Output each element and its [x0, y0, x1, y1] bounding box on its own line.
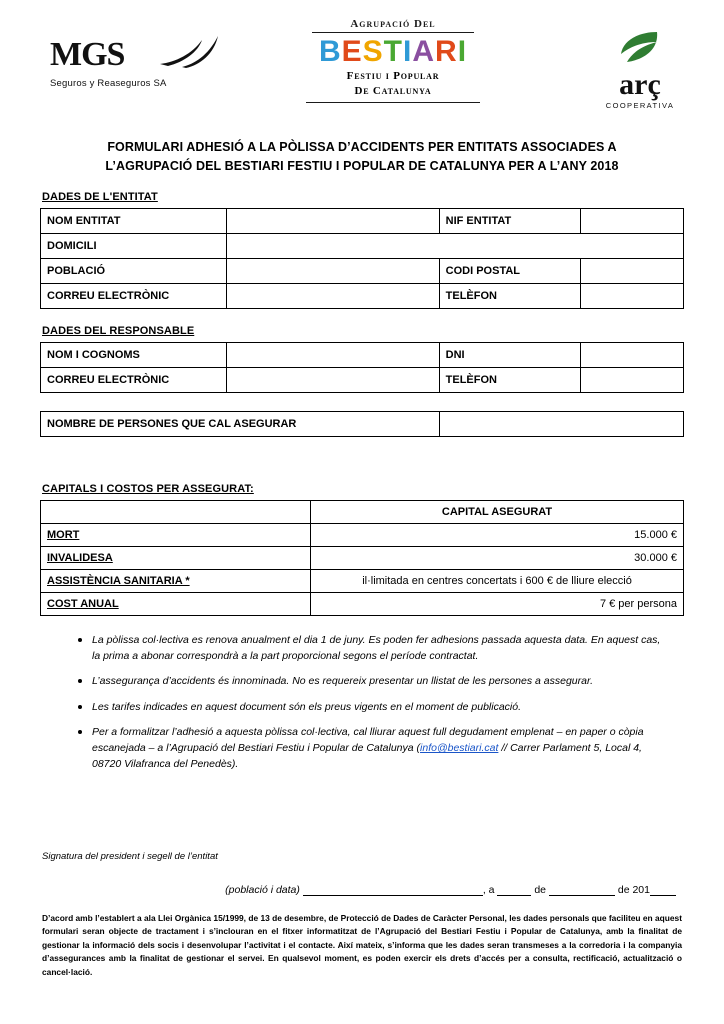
entity-field-domicili[interactable] — [227, 233, 684, 258]
day-field[interactable] — [497, 895, 531, 896]
list-item: L’assegurança d’accidents és innominada. No es requereix presentar un llistat de les persones a assegurar. — [92, 673, 684, 689]
bestiari-rule-bottom — [306, 102, 480, 103]
section-heading-capitals: CAPITALS I COSTOS PER ASSEGURAT: — [42, 482, 254, 495]
capitals-label-cost: COST ANUAL — [41, 592, 311, 615]
responsible-label-nom: NOM I COGNOMS — [41, 342, 227, 367]
entity-label-codi-postal: CODI POSTAL — [439, 258, 580, 283]
capitals-label-mort: MORT — [41, 523, 311, 546]
entity-label-nif: NIF ENTITAT — [439, 208, 580, 233]
bestiari-rule-top — [312, 32, 474, 33]
entity-label-poblacio: POBLACIÓ — [41, 258, 227, 283]
signature-label: Signatura del president i segell de l’entitat — [42, 850, 218, 862]
table-row — [41, 569, 684, 592]
mgs-tagline: Seguros y Reaseguros SA — [50, 78, 167, 89]
signature-de-2: de 201 — [617, 883, 650, 896]
responsible-label-dni: DNI — [439, 342, 580, 367]
bestiari-wordmark: BESTIARI — [318, 35, 468, 68]
header-logos — [40, 0, 684, 120]
signature-de-1: de — [534, 883, 547, 896]
notes-list — [40, 632, 684, 773]
year-field[interactable] — [650, 895, 676, 896]
entity-field-correu[interactable] — [227, 283, 439, 308]
capitals-value-mort: 15.000 € — [311, 523, 684, 546]
capitals-table — [40, 500, 684, 616]
responsible-field-correu[interactable] — [227, 367, 439, 392]
table-row — [41, 208, 684, 233]
people-count-table — [40, 411, 684, 437]
capitals-column-header: CAPITAL ASEGURAT — [311, 500, 684, 523]
page-title — [46, 138, 678, 177]
entity-label-nom: NOM ENTITAT — [41, 208, 227, 233]
arc-tagline: COOPERATIVA — [605, 100, 675, 110]
table-row — [41, 523, 684, 546]
entity-label-domicili: DOMICILI — [41, 233, 227, 258]
entity-field-telefon[interactable] — [581, 283, 684, 308]
table-row — [41, 411, 684, 436]
signature-a: , a — [482, 883, 495, 896]
capitals-label-assistencia: ASSISTÈNCIA SANITARIA * — [41, 569, 311, 592]
table-row — [41, 592, 684, 615]
table-row — [41, 546, 684, 569]
capitals-value-cost: 7 € per persona — [311, 592, 684, 615]
place-date-hint: (població i data) — [225, 883, 300, 896]
table-row — [41, 258, 684, 283]
note-last-part1: Per a formalitzar l’adhesió a aquesta pòlissa col·lectiva, cal lliurar aquest full degudament emplenat – en paper o còpia escanejada – a l’Agrupació del Bestiari Festiu i Popular de Catalunya ( — [92, 725, 644, 755]
list-item — [92, 724, 684, 773]
entity-label-telefon: TELÈFON — [439, 283, 580, 308]
responsible-field-dni[interactable] — [581, 342, 684, 367]
note-last-part2: // Carrer Parlament 5, Local 4, 08720 Vilafranca del Penedès). — [92, 742, 642, 771]
entity-field-codi-postal[interactable] — [581, 258, 684, 283]
table-row — [41, 283, 684, 308]
responsible-label-correu: CORREU ELECTRÒNIC — [41, 367, 227, 392]
signature-date-row — [40, 884, 684, 896]
responsible-field-telefon[interactable] — [581, 367, 684, 392]
swoosh-icon — [158, 34, 220, 68]
list-item: La pòlissa col·lectiva es renova anualment el dia 1 de juny. Es poden fer adhesions passada aquesta data. En aquest cas, la prima a abonar correspondrà a la part proporcional segons el període contractat. — [92, 632, 684, 665]
capitals-label-invalidesa: INVALIDESA — [41, 546, 311, 569]
capitals-corner-cell — [41, 500, 311, 523]
legal-notice: D’acord amb l’establert a ala Llei Orgànica 15/1999, de 13 de desembre, de Protecció de Dades de Caràcter Personal, les dades personals que faciliteu en aquest formulari seran objecte de tractament i s’inclouran en el fitxer informatitzat de l’Agrupació del Bestiari Festiu i Popular de Catalunya, amb la finalitat de gestionar la informació dels socis i desenvolupar l’activitat i el contacte. Així mateix, s’informa que les dades seran transmeses a la corredoria i la companyia d’assegurances amb la finalitat de gestionar el servei. En qualsevol moment, es poden exercir els drets d’accés per a consulta, rectificació, actualització o cancel·lació. — [42, 912, 682, 978]
responsible-label-telefon: TELÈFON — [439, 367, 580, 392]
arc-logo — [580, 30, 700, 110]
list-item: Les tarifes indicades en aquest document són els preus vigents en el moment de publicació. — [92, 699, 684, 715]
section-heading-entity: DADES DE L'ENTITAT — [42, 190, 158, 203]
entity-label-correu: CORREU ELECTRÒNIC — [41, 283, 227, 308]
place-date-field[interactable] — [303, 895, 483, 896]
leaf-icon — [617, 30, 663, 64]
entity-field-poblacio[interactable] — [227, 258, 439, 283]
people-count-field[interactable] — [439, 411, 683, 436]
responsible-table — [40, 342, 684, 393]
bestiari-top-text: Agrupació Del — [350, 18, 436, 30]
bestiari-logo — [298, 18, 488, 103]
table-row — [41, 367, 684, 392]
arc-wordmark: arç — [619, 68, 661, 101]
table-row — [41, 342, 684, 367]
responsible-field-nom[interactable] — [227, 342, 439, 367]
month-field[interactable] — [549, 895, 615, 896]
capitals-value-assistencia: il·limitada en centres concertats i 600 € de lliure elecció — [311, 569, 684, 592]
mgs-logo — [50, 38, 220, 89]
entity-table — [40, 208, 684, 309]
bestiari-bottom-line1: Festiu i Popular — [346, 69, 440, 82]
mgs-wordmark: MGS — [50, 36, 125, 73]
people-count-label: NOMBRE DE PERSONES QUE CAL ASEGURAR — [41, 411, 440, 436]
entity-field-nom[interactable] — [227, 208, 439, 233]
table-row — [41, 500, 684, 523]
table-row — [41, 233, 684, 258]
bestiari-bottom-line2: De Catalunya — [354, 85, 432, 98]
email-link[interactable]: info@bestiari.cat — [420, 742, 499, 755]
page-title-line2: L’AGRUPACIÓ DEL BESTIARI FESTIU I POPULAR DE CATALUNYA PER A L’ANY 2018 — [105, 159, 619, 174]
capitals-value-invalidesa: 30.000 € — [311, 546, 684, 569]
entity-field-nif[interactable] — [581, 208, 684, 233]
section-heading-responsible: DADES DEL RESPONSABLE — [42, 324, 195, 337]
page-title-line1: FORMULARI ADHESIÓ A LA PÒLISSA D’ACCIDENTS PER ENTITATS ASSOCIADES A — [107, 140, 617, 154]
